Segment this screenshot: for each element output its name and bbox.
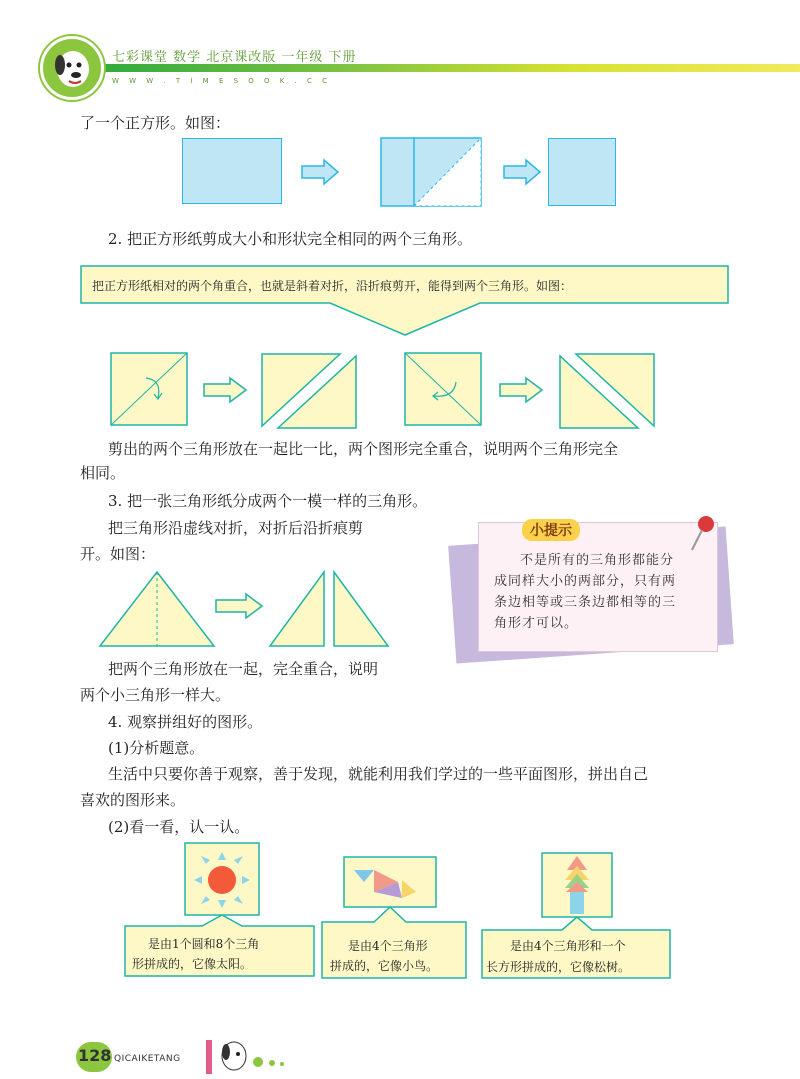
diagonal-fold-square-1 (110, 352, 190, 428)
header-url: W W W . T I M E S O O K . C C (112, 77, 331, 85)
isosceles-triangle-folded (98, 570, 216, 650)
bird-caption-line1: 是由4个三角形 (348, 939, 428, 953)
right-arrow-icon (502, 158, 542, 186)
step3-text-line1: 把三角形沿虚线对折，对折后沿折痕剪 (108, 519, 364, 537)
dog-mascot-icon (43, 39, 101, 97)
step3-text-line2: 开。如图： (80, 545, 156, 563)
tree-caption-line1: 是由4个三角形和一个 (510, 939, 626, 953)
two-right-triangles (268, 570, 392, 650)
sun-caption-line1: 是由1个圆和8个三角 (148, 937, 260, 951)
step4-sub1: (1)分析题意。 (108, 739, 205, 757)
header-title: 七彩课堂 数学 北京课改版 一年级 下册 (112, 50, 357, 65)
step4-para-line2: 喜欢的图形来。 (80, 791, 186, 809)
footer-mascot-icon (200, 1036, 300, 1078)
step4-para-line1: 生活中只要你善于观察，善于发现，就能利用我们学过的一些平面图形，拼出自己 (108, 765, 649, 783)
step2-conclusion-line1: 剪出的两个三角形放在一起比一比，两个图形完全重合，说明两个三角形完全 (108, 440, 619, 458)
two-triangles-cut-1 (260, 352, 360, 430)
right-arrow-icon (498, 376, 544, 404)
folded-square-figure (380, 136, 486, 208)
right-arrow-icon (202, 376, 248, 404)
step2-heading: 2. 把正方形纸剪成大小和形状完全相同的两个三角形。 (108, 230, 473, 248)
diagonal-fold-square-2 (404, 352, 484, 428)
tip-line-1: 不是所有的三角形都能分 (520, 553, 675, 568)
intro-line: 了一个正方形。如图： (80, 114, 231, 132)
pushpin-icon (686, 514, 716, 554)
square-paper (182, 138, 282, 204)
step4-sub2: (2)看一看，认一认。 (108, 818, 250, 836)
two-triangles-cut-2 (558, 352, 658, 430)
right-arrow-icon (300, 158, 340, 186)
step2-conclusion-line2: 相同。 (80, 464, 126, 482)
step3-heading: 3. 把一张三角形纸分成两个一模一样的三角形。 (108, 492, 428, 510)
mascot-badge (40, 36, 104, 100)
bird-caption-line2: 拼成的，它像小鸟。 (330, 959, 439, 973)
step3-conclusion-line1: 把两个三角形放在一起，完全重合，说明 (108, 660, 379, 678)
result-square (548, 138, 616, 206)
right-arrow-icon (214, 592, 264, 620)
tip-line-4: 角形才可以。 (494, 616, 579, 631)
page-number: 128 (78, 1046, 112, 1065)
footer-brand: QICAIKETANG (114, 1054, 181, 1064)
header-bar (40, 64, 800, 72)
tree-caption-line2: 长方形拼成的，它像松树。 (486, 960, 631, 974)
step3-conclusion-line2: 两个小三角形一样大。 (80, 686, 231, 704)
tip-line-3: 条边相等或三条边都相等的三 (494, 595, 677, 610)
sun-caption-line2: 形拼成的，它像太阳。 (132, 957, 253, 971)
step4-heading: 4. 观察拼组好的图形。 (108, 713, 263, 731)
tip-line-2: 成同样大小的两部分，只有两 (494, 574, 677, 589)
step2-callout-text: 把正方形纸相对的两个角重合，也就是斜着对折，沿折痕剪开，能得到两个三角形。如图： (92, 279, 573, 293)
tip-title: 小提示 (522, 519, 580, 541)
